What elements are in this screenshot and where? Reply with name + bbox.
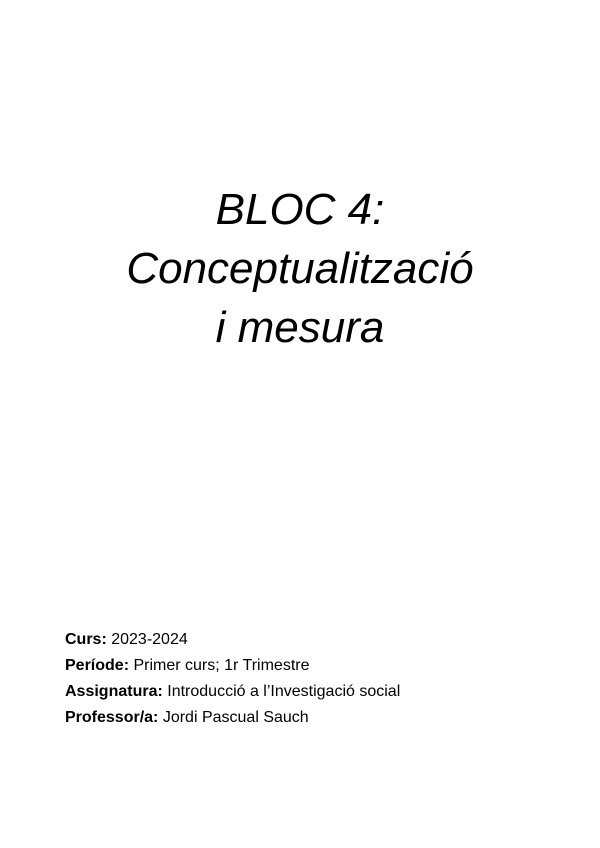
title-line-1: BLOC 4: (215, 185, 385, 234)
subject-value: Introducció a l’Investigació social (167, 683, 401, 700)
period-row (65, 653, 400, 679)
subject-label: Assignatura: (65, 683, 163, 700)
title-line-2: Conceptualització (126, 244, 474, 293)
course-info (65, 627, 400, 731)
document-title (0, 180, 600, 357)
title-line-3: i mesura (215, 303, 385, 352)
period-value: Primer curs; 1r Trimestre (133, 657, 310, 674)
course-year-row (65, 627, 400, 653)
professor-label: Professor/a: (65, 709, 159, 726)
course-year-value: 2023-2024 (111, 631, 188, 648)
subject-row (65, 679, 400, 705)
professor-value: Jordi Pascual Sauch (162, 709, 309, 726)
course-year-label: Curs: (65, 631, 107, 648)
period-label: Període: (65, 657, 130, 674)
professor-row (65, 705, 400, 731)
